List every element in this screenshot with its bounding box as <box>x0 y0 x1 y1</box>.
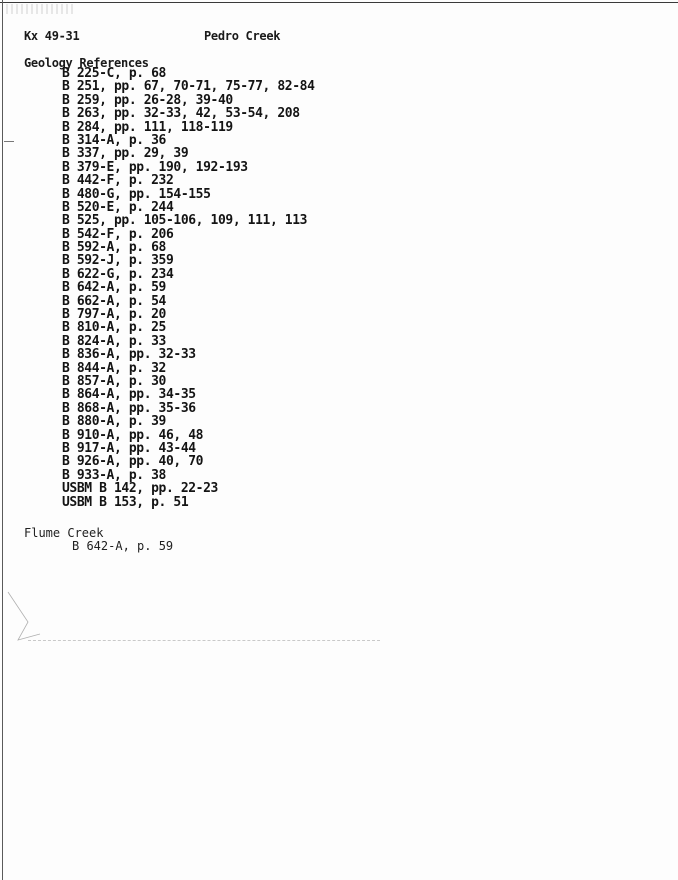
reference-entry: B 933-A, p. 38 <box>62 467 166 483</box>
card-title: Pedro Creek <box>204 29 281 43</box>
scan-smudge <box>6 4 76 14</box>
reference-entry: B 542-F, p. 206 <box>62 226 174 242</box>
reference-entry: B 525, pp. 105-106, 109, 111, 113 <box>62 213 308 229</box>
reference-entry: B 880-A, p. 39 <box>62 414 166 430</box>
reference-entry: B 910-A, pp. 46, 48 <box>62 427 204 443</box>
reference-entry: B 844-A, p. 32 <box>62 360 166 376</box>
reference-entry: B 622-G, p. 234 <box>62 266 174 282</box>
reference-entry: B 284, pp. 111, 118-119 <box>62 119 233 135</box>
reference-entry: B 314-A, p. 36 <box>62 132 166 148</box>
reference-entry: B 520-E, p. 244 <box>62 199 174 215</box>
card-id: Kx 49-31 <box>24 29 80 43</box>
reference-entry: B 824-A, p. 33 <box>62 333 166 349</box>
flume-creek-reference-list <box>72 539 173 553</box>
reference-entry: B 592-J, p. 359 <box>62 253 174 269</box>
reference-entry: B 379-E, pp. 190, 192-193 <box>62 159 248 175</box>
reference-entry: B 259, pp. 26-28, 39-40 <box>62 92 233 108</box>
reference-entry: B 926-A, pp. 40, 70 <box>62 454 204 470</box>
reference-entry: B 836-A, pp. 32-33 <box>62 347 196 363</box>
reference-entry: B 642-A, p. 59 <box>62 280 166 296</box>
reference-entry: USBM B 153, p. 51 <box>62 494 189 510</box>
page-top-edge <box>0 2 678 3</box>
reference-entry: B 642-A, p. 59 <box>72 539 174 553</box>
geology-reference-list <box>62 67 315 509</box>
reference-entry: B 337, pp. 29, 39 <box>62 146 189 162</box>
reference-entry: B 251, pp. 67, 70-71, 75-77, 82-84 <box>62 79 315 95</box>
reference-entry: B 810-A, p. 25 <box>62 320 166 336</box>
reference-entry: B 857-A, p. 30 <box>62 373 166 389</box>
reference-entry: B 225-C, p. 68 <box>62 66 166 81</box>
reference-entry: B 263, pp. 32-33, 42, 53-54, 208 <box>62 106 300 122</box>
reference-entry: B 797-A, p. 20 <box>62 307 166 323</box>
reference-entry: B 868-A, pp. 35-36 <box>62 400 196 416</box>
reference-entry: B 662-A, p. 54 <box>62 293 166 309</box>
reference-entry: B 592-A, p. 68 <box>62 240 166 256</box>
fold-corner-mark <box>6 590 46 650</box>
geology-references-heading: Geology References <box>24 56 149 70</box>
flume-creek-heading: Flume Creek <box>24 526 104 540</box>
reference-entry: USBM B 142, pp. 22-23 <box>62 481 218 497</box>
reference-entry: B 917-A, pp. 43-44 <box>62 440 196 456</box>
page-left-edge <box>2 0 3 880</box>
reference-entry: B 442-F, p. 232 <box>62 173 174 189</box>
margin-tick-mark <box>4 141 14 142</box>
reference-entry: B 480-G, pp. 154-155 <box>62 186 211 202</box>
fold-line <box>28 640 380 641</box>
reference-entry: B 864-A, pp. 34-35 <box>62 387 196 403</box>
